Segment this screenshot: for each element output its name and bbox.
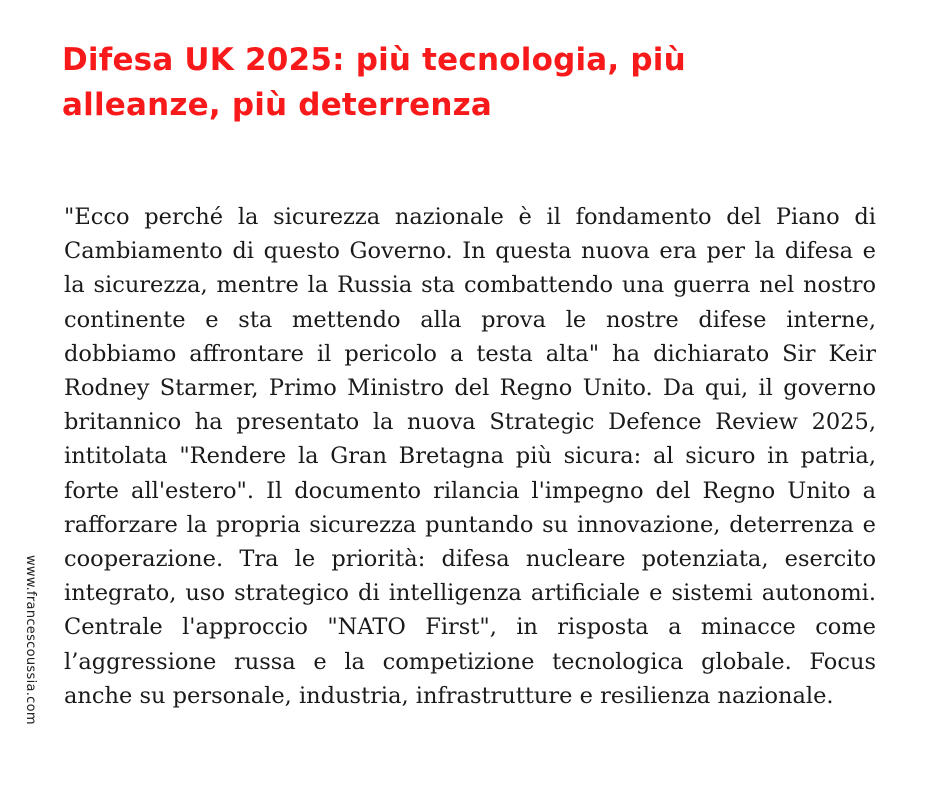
article-title: Difesa UK 2025: più tecnologia, più alleanze, più deterrenza: [62, 42, 686, 123]
article-body: "Ecco perché la sicurezza nazionale è il fondamento del Piano di Cambiamento di questo Governo. In questa nuova era per la difesa e la sicurezza, mentre la Russia sta combattendo una guerra nel nostro continente e sta mettendo alla prova le nostre difese interne, dobbiamo affrontare il pericolo a testa alta" ha dichiarato Sir Keir Rodney Starmer, Primo Ministro del Regno Unito. Da qui, il governo britannico ha presentato la nuova Strategic Defence Review 2025, intitolata "Rendere la Gran Bretagna più sicura: al sicuro in patria, forte all'estero". Il documento rilancia l'impegno del Regno Unito a rafforzare la propria sicurezza puntando su innovazione, deterrenza e cooperazione. Tra le priorità: difesa nucleare potenziata, esercito integrato, uso strategico di intelligenza artificiale e sistemi autonomi. Centrale l'approccio "NATO First", in risposta a minacce come l’aggressione russa e la competizione tecnologica globale. Focus anche su personale, industria, infrastrutture e resilienza nazionale.: [64, 204, 876, 709]
website-url: www.francescoussia.com: [23, 555, 38, 725]
